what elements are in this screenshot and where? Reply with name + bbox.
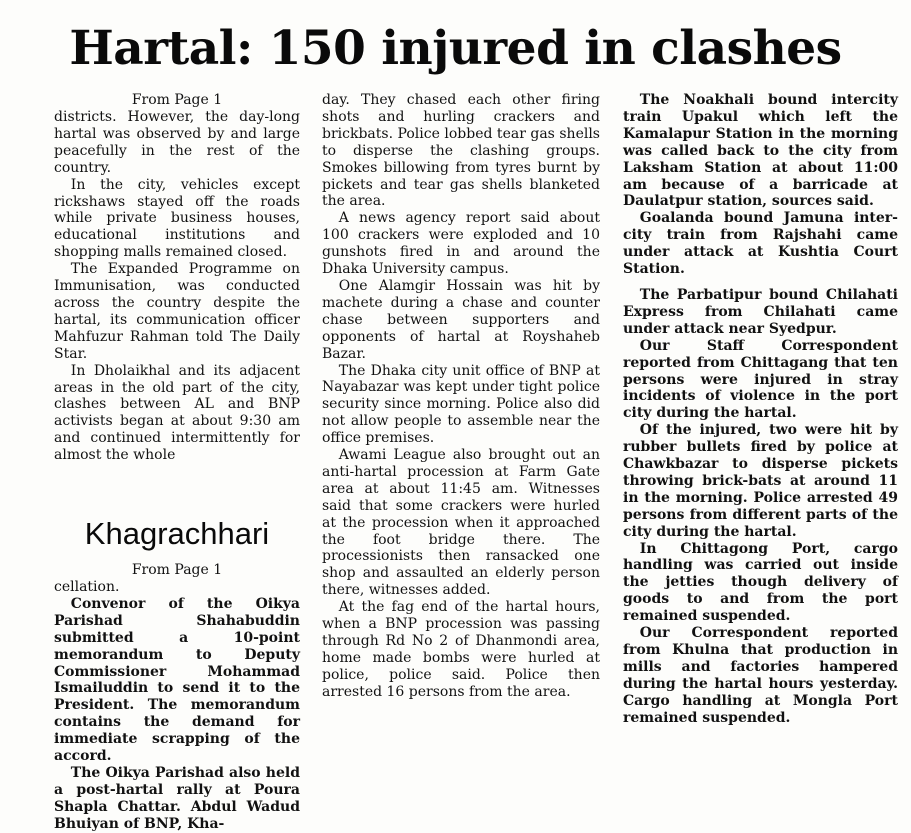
story-column-1 xyxy=(54,92,300,464)
paragraph: In the city, vehicles except rickshaws stayed off the roads while private business houses, educational institutions and shopping malls remained closed. xyxy=(54,176,300,261)
paragraph: The Oikya Parishad also held a post-hartal rally at Poura Shapla Chattar. Abdul Wadud Bhuiyan of BNP, Kha- xyxy=(54,764,300,832)
paragraph: cellation. xyxy=(54,579,120,595)
paragraph: Goalanda bound Jamuna inter-city train from Rajshahi came under attack at Kushtia Court Station. xyxy=(623,210,898,278)
paragraph: In Chittagong Port, cargo handling was carried out inside the jetties though delivery of goods to and from the port remained suspended. xyxy=(623,540,898,625)
paragraph: The Noakhali bound intercity train Upakul which left the Kamalapur Station in the morning was called back to the city from Laksham Station at about 11:00 am because of a barricade at Daulatpur station, sources said. xyxy=(623,92,898,210)
paragraph: districts. However, the day-long hartal was observed by and large peacefully in the rest of the country. xyxy=(54,109,300,176)
paragraph: At the fag end of the hartal hours, when a BNP procession was passing through Rd No 2 of Dhanmondi area, home made bombs were hurled at police, police said. Police then arrested 16 persons from the area. xyxy=(322,599,600,700)
paragraph: Our Correspondent reported from Khulna that production in mills and factories hampered during the hartal hours yesterday. Cargo handling at Mongla Port remained suspended. xyxy=(623,625,898,726)
jump-line: From Page 1 xyxy=(131,92,223,108)
headline: Hartal: 150 injured in clashes xyxy=(69,21,842,76)
jump-line: From Page 1 xyxy=(131,562,223,578)
paragraph: A news agency report said about 100 crackers were exploded and 10 gunshots fired in and around the Dhaka University campus. xyxy=(322,210,600,278)
paragraph: The Parbatipur bound Chilahati Express from Chilahati came under attack near Syedpur. xyxy=(623,286,898,337)
subheadline: Khagrachhari xyxy=(84,516,270,551)
paragraph: Of the injured, two were hit by rubber bullets fired by police at Chawkbazar to disperse pickets throwing brick-bats at around 11 in the morning. Police arrested 49 persons from different parts of the city during the hartal. xyxy=(623,422,898,540)
story-column-2 xyxy=(322,92,600,701)
paragraph: Awami League also brought out an anti-hartal procession at Farm Gate area at about 11:45 am. Witnesses said that some crackers were hurled at the procession when it approached the foot bridge there. The processionists then ransacked one shop and assaulted an elderly person there, witnesses added. xyxy=(322,447,600,599)
paragraph: The Expanded Programme on Immunisation, was conducted across the country despite the hartal, its communication officer Mahfuzur Rahman told The Daily Star. xyxy=(54,261,300,362)
story2-column xyxy=(54,562,300,833)
paragraph: Convenor of the Oikya Parishad Shahabuddin submitted a 10-point memorandum to Deputy Commissioner Mohammad Ismailuddin to send it to the President. The memorandum contains the demand for immediate scrapping of the accord. xyxy=(54,595,300,765)
paragraph: One Alamgir Hossain was hit by machete during a chase and counter chase between supporters and opponents of hartal at Royshaheb Bazar. xyxy=(322,277,600,362)
paragraph: day. They chased each other firing shots and hurling crackers and brickbats. Police lobbed tear gas shells to disperse the clashing groups. Smokes billowing from tyres burnt by pickets and tear gas shells blanketed the area. xyxy=(322,92,600,210)
paragraph: The Dhaka city unit office of BNP at Nayabazar was kept under tight police security since morning. Police also did not allow people to assemble near the office premises. xyxy=(322,362,600,447)
paragraph: Our Staff Correspondent reported from Chittagang that ten persons were injured in stray incidents of violence in the port city during the hartal. xyxy=(623,337,898,422)
paragraph: In Dholaikhal and its adjacent areas in the old part of the city, clashes between AL and BNP activists began at about 9:30 am and continued intermittently for almost the whole xyxy=(54,362,300,464)
story-column-3 xyxy=(623,92,898,727)
